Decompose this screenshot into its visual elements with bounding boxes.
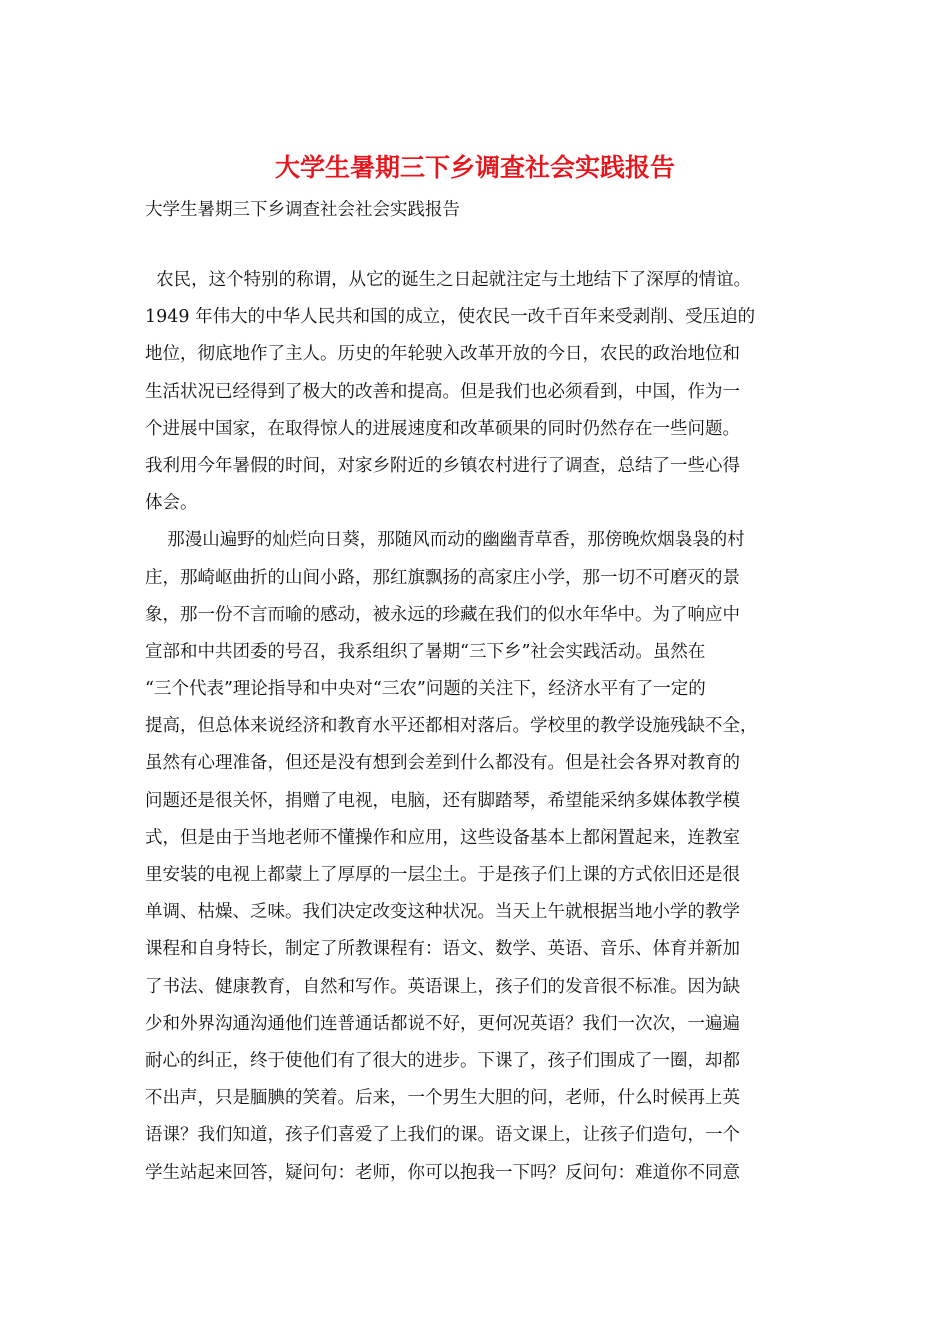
paragraph-line: 庄，那崎岖曲折的山间小路，那红旗飘扬的高家庄小学，那一切不可磨灭的景 bbox=[145, 567, 740, 588]
paragraph-line: 了书法、健康教育，自然和写作。英语课上，孩子们的发音很不标准。因为缺 bbox=[145, 976, 740, 997]
paragraph-line: 课程和自身特长，制定了所教课程有：语文、数学、英语、音乐、体育并新加 bbox=[145, 939, 740, 960]
document-subtitle: 大学生暑期三下乡调查社会社会实践报告 bbox=[145, 200, 460, 220]
paragraph-line: 1949 年伟大的中华人民共和国的成立，使农民一改千百年来受剥削、受压迫的 bbox=[145, 307, 756, 328]
paragraph-line: 宣部和中共团委的号召，我系组织了暑期“三下乡”社会实践活动。虽然在 bbox=[145, 641, 706, 662]
paragraph-line: 里安装的电视上都蒙上了厚厚的一层尘土。于是孩子们上课的方式依旧还是很 bbox=[145, 865, 740, 885]
document-body bbox=[145, 262, 800, 1192]
paragraph-line: 农民，这个特别的称谓，从它的诞生之日起就注定与土地结下了深厚的情谊。 bbox=[145, 270, 752, 290]
paragraph-line: 体会。 bbox=[145, 493, 198, 514]
paragraph-line: 少和外界沟通沟通他们连普通话都说不好，更何况英语？我们一次次，一遍遍 bbox=[145, 1013, 740, 1034]
paragraph-line: 提高，但总体来说经济和教育水平还都相对落后。学校里的教学设施残缺不全， bbox=[145, 716, 758, 737]
paragraph-line: 学生站起来回答，疑问句：老师，你可以抱我一下吗？反问句：难道你不同意 bbox=[145, 1162, 740, 1183]
paragraph-line: 问题还是很关怀，捐赠了电视，电脑，还有脚踏琴，希望能采纳多媒体教学模 bbox=[145, 790, 740, 811]
paragraph-line: 那漫山遍野的灿烂向日葵，那随风而动的幽幽青草香，那傍晚炊烟袅袅的村 bbox=[145, 530, 745, 551]
paragraph-line: 虽然有心理准备，但还是没有想到会差到什么都没有。但是社会各界对教育的 bbox=[145, 753, 740, 774]
paragraph-line: 象，那一份不言而喻的感动，被永远的珍藏在我们的似水年华中。为了响应中 bbox=[145, 604, 740, 625]
paragraph-line: 我利用今年暑假的时间，对家乡附近的乡镇农村进行了调查，总结了一些心得 bbox=[145, 455, 740, 476]
paragraph-line: 地位，彻底地作了主人。历史的年轮驶入改革开放的今日，农民的政治地位和 bbox=[145, 344, 740, 365]
paragraph-line: 不出声，只是腼腆的笑着。后来，一个男生大胆的问，老师，什么时候再上英 bbox=[145, 1088, 740, 1109]
paragraph-line: 单调、枯燥、乏味。我们决定改变这种状况。当天上午就根据当地小学的教学 bbox=[145, 902, 740, 923]
paragraph-line: 语课？我们知道，孩子们喜爱了上我们的课。语文课上，让孩子们造句，一个 bbox=[145, 1125, 740, 1146]
paragraph-line: 式，但是由于当地老师不懂操作和应用，这些设备基本上都闲置起来，连教室 bbox=[145, 827, 740, 848]
document-title: 大学生暑期三下乡调查社会实践报告 bbox=[274, 153, 675, 182]
paragraph-line: “三个代表”理论指导和中央对“三农”问题的关注下，经济水平有了一定的 bbox=[145, 679, 706, 700]
paragraph-line: 耐心的纠正，终于使他们有了很大的进步。下课了，孩子们围成了一圈，却都 bbox=[145, 1050, 740, 1071]
paragraph-line: 个进展中国家，在取得惊人的进展速度和改革硕果的同时仍然存在一些问题。 bbox=[145, 418, 740, 439]
paragraph-line: 生活状况已经得到了极大的改善和提高。但是我们也必须看到，中国，作为一 bbox=[145, 381, 740, 402]
